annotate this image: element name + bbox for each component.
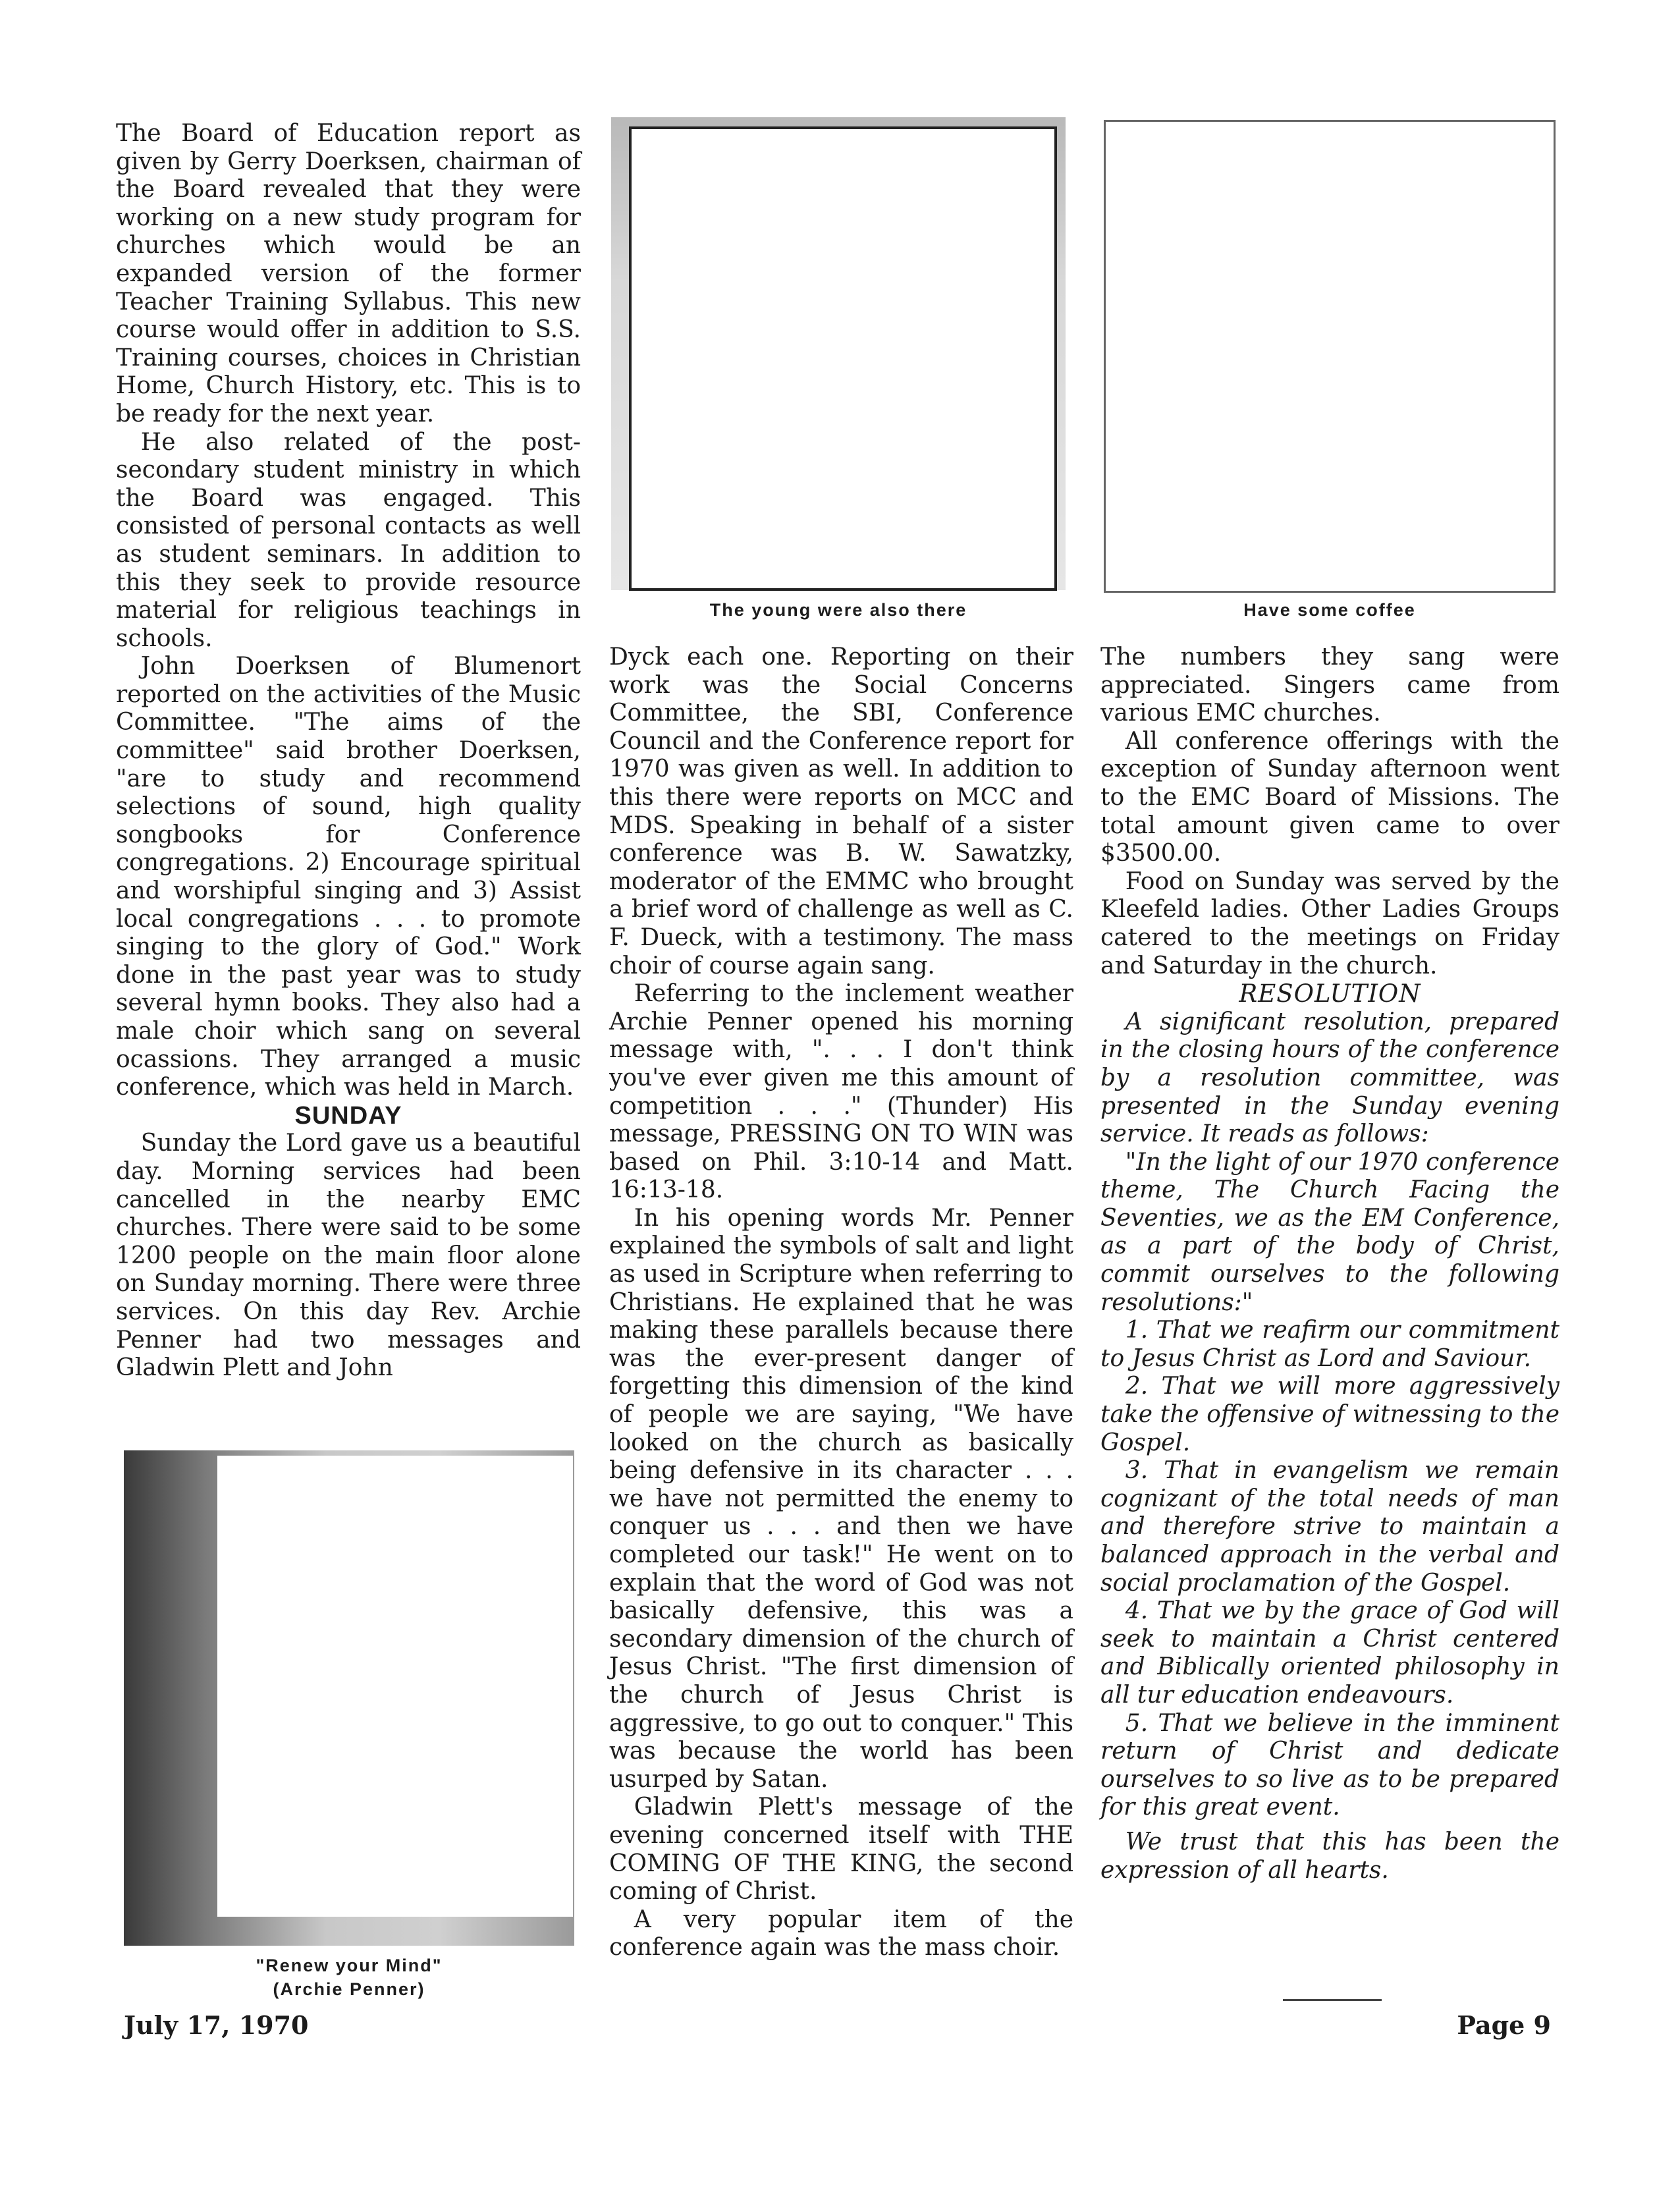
resolution-closing: We trust that this has been the expression of all hearts.	[1100, 1828, 1559, 1884]
paragraph-board-of-education: The Board of Education report as given by Gerry Doerksen, chairman of the Board revealed that they were working on a new study program for churches which would be an expanded version of the former Teacher Training Syllabus. This new course would offer in addition to S.S. Training courses, choices in Christian Home, Church History, etc. This is to be ready for the next year.	[116, 120, 581, 427]
resolution-item-1: 1. That we reafirm our commitment to Jesus Christ as Lord and Saviour.	[1100, 1317, 1559, 1372]
paragraph-evening-message: Gladwin Plett's message of the evening concerned itself with THE COMING OF THE KING, the second coming of Christ.	[609, 1794, 1073, 1906]
article-column-1	[116, 120, 581, 1383]
photo-coffee	[1104, 120, 1556, 593]
caption-young-people: The young were also there	[709, 600, 967, 620]
paragraph-student-ministry: He also related of the post-secondary student ministry in which the Board was engaged. This consisted of personal contacts as well as student seminars. In addition to this they seek to provide resource material for religious teachings in schools.	[116, 428, 581, 652]
end-rule	[1283, 1999, 1382, 2001]
resolution-intro: A significant resolution, prepared in the closing hours of the conference by a resolution committee, was presented in the Sunday evening service. It reads as follows:	[1100, 1008, 1559, 1148]
section-heading-sunday: SUNDAY	[294, 1101, 402, 1130]
paragraph-mass-choir: A very popular item of the conference again was the mass choir.	[609, 1906, 1073, 1962]
paragraph-offerings: All conference offerings with the exception of Sunday afternoon went to the EMC Board of Missions. The total amount given came to over $3500.00.	[1100, 727, 1559, 867]
paragraph-salt-and-light: In his opening words Mr. Penner explained the symbols of salt and light as used in Scripture when referring to Christians. He explained that he was making these parallels because there was the ever-present danger of forgetting this dimension of the kind of people we are saying, "We have looked on the church as basically being defensive in its character . . . we have not permitted the enemy to conquer us . . . and then we have completed our task!" He went on to explain that the word of God was not basically defensive, this was a secondary dimension of the church of Jesus Christ. "The first dimension of the church of Jesus Christ is aggressive, to go out to conquer." This was because the world has been usurped by Satan.	[609, 1204, 1073, 1793]
paragraph-singers: The numbers they sang were appreciated. Singers came from various EMC churches.	[1100, 644, 1559, 727]
paragraph-food: Food on Sunday was served by the Kleefeld ladies. Other Ladies Groups catered to the meetings on Friday and Saturday in the church.	[1100, 867, 1559, 979]
caption-coffee: Have some coffee	[1243, 600, 1416, 620]
footer-page-number: Page 9	[1457, 2010, 1551, 2040]
resolution-block	[1100, 1008, 1559, 1884]
article-column-3	[1100, 644, 1559, 1884]
resolution-item-4: 4. That we by the grace of God will seek to maintain a Christ centered and Biblically oriented philosophy in all tur education endeavours.	[1100, 1597, 1559, 1709]
photo-young-people	[629, 126, 1057, 591]
paragraph-music-committee: John Doerksen of Blumenort reported on the activities of the Music Committee. "The aims of the committee" said brother Doerksen, "are to study and recommend selections of sound, high quality songbooks for Conference congregations. 2) Encourage spiritual and worshipful singing and 3) Assist local congregations . . . to promote singing to the glory of God." Work done in the past year was to study several hymn books. They also had a male choir which sang on several ocassions. They arranged a music conference, which was held in March.	[116, 653, 581, 1101]
paragraph-reports: Dyck each one. Reporting on their work was the Social Concerns Committee, the SBI, Conference Council and the Conference report for 1970 was given as well. In addition to this there were reports on MCC and MDS. Speaking in behalf of a sister conference was B. W. Sawatzky, moderator of the EMMC who brought a brief word of challenge as well as C. F. Dueck, with a testimony. The mass choir of course again sang.	[609, 644, 1073, 979]
section-heading-resolution: RESOLUTION	[1239, 979, 1421, 1008]
resolution-quote: "In the light of our 1970 conference theme, The Church Facing the Seventies, we as the EM Conference, as a part of the body of Christ, commit ourselves to the following resolutions:"	[1100, 1148, 1559, 1316]
caption-name: (Archie Penner)	[273, 1979, 425, 1999]
paragraph-morning-message: Referring to the inclement weather Archie Penner opened his morning message with, ". . . I don't think you've ever given me this amount of competition . . ." (Thunder) His message, PRESSING ON TO WIN was based on Phil. 3:10-14 and Matt. 16:13-18.	[609, 980, 1073, 1204]
resolution-item-2: 2. That we will more aggressively take the offensive of witnessing to the Gospel.	[1100, 1373, 1559, 1456]
caption-title: "Renew your Mind"	[256, 1956, 443, 1975]
caption-archie-penner	[124, 1954, 574, 2001]
resolution-item-5: 5. That we believe in the imminent return of Christ and dedicate ourselves to so live as to be prepared for this great event.	[1100, 1709, 1559, 1821]
article-column-2	[609, 644, 1073, 1962]
footer-date: July 17, 1970	[124, 2010, 309, 2040]
resolution-item-3: 3. That in evangelism we remain cognizant of the total needs of man and therefore strive to maintain a balanced approach in the verbal and social proclamation of the Gospel.	[1100, 1457, 1559, 1597]
paragraph-sunday: Sunday the Lord gave us a beautiful day. Morning services had been cancelled in the nearby EMC churches. There were said to be some 1200 people on the main floor alone on Sunday morning. There were three services. On this day Rev. Archie Penner had two messages and Gladwin Plett and John	[116, 1130, 581, 1382]
photo-archie-penner	[217, 1456, 573, 1917]
